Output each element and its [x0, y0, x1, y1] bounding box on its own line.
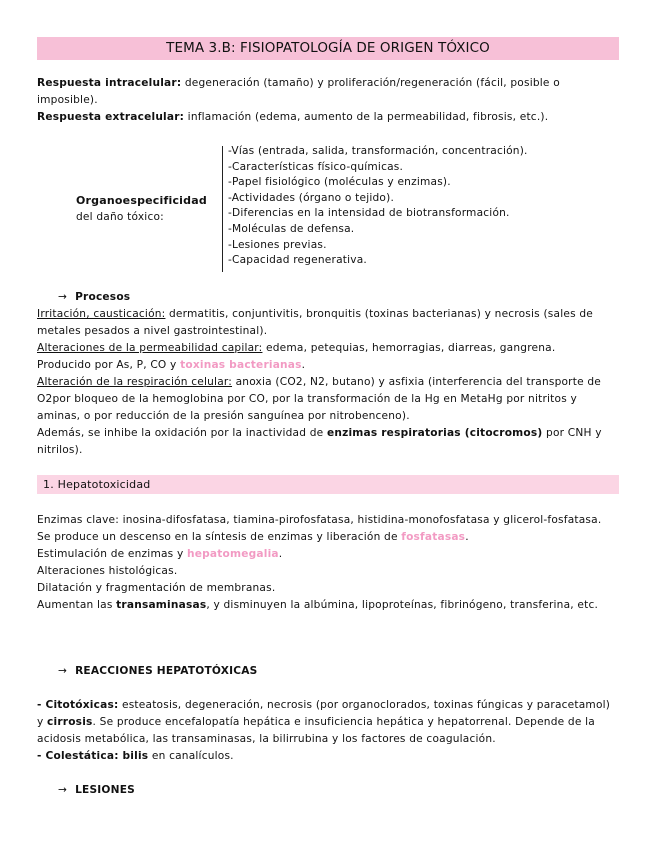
cole-bold: bilis — [118, 750, 149, 762]
respuesta-extracelular — [37, 109, 619, 126]
respuesta-intracelular — [37, 75, 619, 109]
organo-bracket — [222, 146, 223, 272]
cito-end: . Se produce encefalopatía hepática e insuficiencia hepática y hepatorrenal. Depende de la acidosis metabólica, las transaminasas, la bilirrubina y los factores de coagulación. — [37, 716, 595, 745]
organo-title: Organoespecificidad — [76, 194, 207, 207]
alteraciones-paragraph — [37, 340, 619, 357]
cole-text: en canalículos. — [148, 750, 234, 762]
cito-bold: cirrosis — [47, 716, 93, 728]
intra-label: Respuesta intracelular: — [37, 77, 182, 89]
producido-highlight: toxinas bacterianas — [180, 359, 302, 371]
aumentan-paragraph — [37, 597, 619, 614]
cito-label: - Citotóxicas: — [37, 699, 119, 711]
procesos-heading-text: Procesos — [75, 291, 131, 303]
descenso-paragraph — [37, 529, 619, 546]
estimulacion-highlight: hepatomegalia — [187, 548, 279, 560]
reacciones-heading-text: REACCIONES HEPATOTÓXICAS — [75, 665, 258, 677]
organo-item: -Capacidad regenerativa. — [228, 254, 367, 267]
procesos-block — [37, 306, 619, 459]
estimulacion-text: Estimulación de enzimas y — [37, 548, 187, 560]
lesiones-heading-text: LESIONES — [75, 784, 135, 796]
organo-item: -Diferencias en la intensidad de biotransformación. — [228, 207, 510, 220]
ademas-text: Además, se inhibe la oxidación por la inactividad de — [37, 427, 327, 439]
ademas-paragraph — [37, 425, 619, 459]
organo-item: -Actividades (órgano o tejido). — [228, 191, 395, 204]
enzimas-paragraph: Enzimas clave: inosina-difosfatasa, tiamina-pirofosfatasa, histidina-monofosfatasa y glicerol-fosfatasa. — [37, 514, 602, 526]
dilatacion-paragraph: Dilatación y fragmentación de membranas. — [37, 582, 276, 594]
alteraciones-label: Alteraciones de la permeabilidad capilar: — [37, 342, 263, 354]
colestatica-paragraph — [37, 748, 619, 765]
reacciones-heading — [58, 663, 257, 680]
aumentan-end: , y disminuyen la albúmina, lipoproteínas, fibrinógeno, transferina, etc. — [206, 599, 599, 611]
section-heading-hepatotoxicidad — [37, 475, 619, 494]
arrow-icon: → — [58, 665, 68, 677]
irritacion-label: Irritación, causticación: — [37, 308, 166, 320]
aumentan-bold: transaminasas — [116, 599, 207, 611]
organo-item: -Moléculas de defensa. — [228, 222, 355, 235]
procesos-heading — [58, 289, 130, 306]
organo-item: -Características físico-químicas. — [228, 160, 404, 173]
arrow-icon: → — [58, 784, 68, 796]
arrow-icon: → — [58, 291, 68, 303]
ademas-end: por CNH y nitrilos). — [37, 427, 602, 456]
irritacion-paragraph — [37, 306, 619, 340]
producido-paragraph — [37, 357, 619, 374]
page-title: TEMA 3.B: FISIOPATOLOGÍA DE ORIGEN TÓXICO — [37, 37, 619, 60]
section-heading-text: 1. Hepatotoxicidad — [43, 478, 151, 491]
aumentan-text: Aumentan las — [37, 599, 117, 611]
irritacion-text: dermatitis, conjuntivitis, bronquitis (toxinas bacterianas) y necrosis (sales de metales pesados a nivel gastrointestinal). — [37, 308, 593, 337]
producido-end: . — [301, 359, 306, 371]
producido-text: Producido por As, P, CO y — [37, 359, 181, 371]
organo-list — [228, 144, 528, 269]
reacciones-block — [37, 697, 619, 765]
citotoxicas-paragraph — [37, 697, 619, 748]
estimulacion-end: . — [278, 548, 283, 560]
intra-text: degeneración (tamaño) y proliferación/regeneración (fácil, posible o imposible). — [37, 77, 560, 106]
descenso-end: . — [465, 531, 469, 543]
hepato-block — [37, 512, 619, 614]
respiracion-text: anoxia (CO2, N2, butano) y asfixia (interferencia del transporte de O2por bloqueo de la hemoglobina por CO, por la transformación de la Hg en MetaHg por nitritos y aminas, o por reducción de la presión sanguínea por nitrobenceno). — [37, 376, 602, 422]
lesiones-heading — [58, 782, 135, 799]
descenso-highlight: fosfatasas — [401, 531, 466, 543]
cito-text: esteatosis, degeneración, necrosis (por organoclorados, toxinas fúngicas y paracetamol) y — [37, 699, 611, 728]
extra-text: inflamación (edema, aumento de la permeabilidad, fibrosis, etc.). — [184, 111, 549, 123]
respiracion-paragraph — [37, 374, 619, 425]
respuestas-block — [37, 75, 619, 126]
alteraciones-text: edema, petequias, hemorragias, diarreas, gangrena. — [262, 342, 556, 354]
organo-item: -Vías (entrada, salida, transformación, concentración). — [228, 145, 528, 157]
ademas-bold: enzimas respiratorias (citocromos) — [326, 427, 543, 439]
organo-item: -Lesiones previas. — [228, 238, 327, 251]
organo-item: -Papel fisiológico (moléculas y enzimas). — [228, 176, 451, 189]
organo-subtitle: del daño tóxico: — [76, 211, 164, 223]
alteraciones-histologicas: Alteraciones histológicas. — [37, 565, 178, 577]
extra-label: Respuesta extracelular: — [37, 111, 185, 123]
respiracion-label: Alteración de la respiración celular: — [37, 376, 233, 388]
estimulacion-paragraph — [37, 546, 619, 563]
descenso-text: Se produce un descenso en la síntesis de enzimas y liberación de — [37, 531, 402, 543]
cole-label: - Colestática: — [37, 750, 119, 762]
